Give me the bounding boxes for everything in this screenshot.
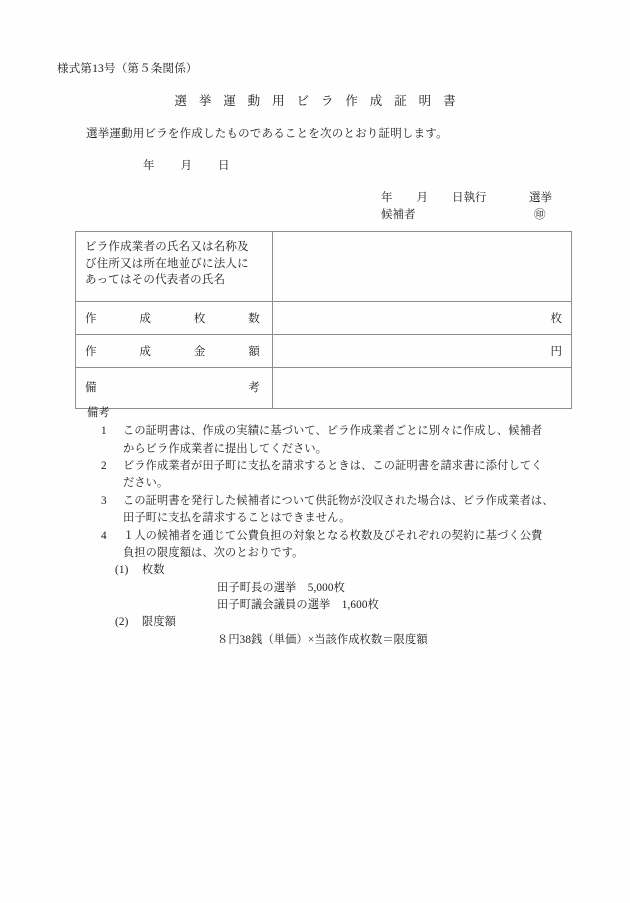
note-line: ビラ作成業者が田子町に支払を請求するときは、この証明書を請求書に添付してく — [123, 460, 543, 473]
note-line: １人の候補者を通じて公費負担の対象となる枚数及びそれぞれの契約に基づく公費 — [123, 529, 543, 542]
note-number: 2 — [101, 460, 107, 473]
count-label-char-4: 数 — [248, 313, 260, 325]
subitem-number: (1) — [115, 564, 129, 577]
producer-label-line-2: び住所又は所在地並びに法人に — [85, 257, 249, 270]
election-day-exec-label: 日執行 — [452, 192, 487, 204]
subitem-title: 限度額 — [142, 616, 177, 629]
count-label-char-1: 作 — [85, 313, 97, 325]
cell-value-count[interactable] — [273, 302, 572, 335]
election-month-label: 月 — [416, 192, 428, 204]
candidate-label: 候補者 — [381, 209, 416, 221]
election-date-row — [381, 189, 581, 206]
count-label-char-3: 枚 — [193, 313, 206, 325]
subitem-line: 田子町長の選挙 5,000枚 — [217, 581, 345, 594]
cell-label-producer-name — [76, 232, 273, 302]
note-item — [87, 528, 587, 563]
table-row — [76, 232, 572, 302]
note-line: からビラ作成業者に提出してください。 — [123, 442, 328, 455]
note-number: 3 — [101, 494, 107, 507]
note-item — [87, 493, 587, 528]
remarks-label-char-2: 考 — [248, 382, 260, 394]
note-line: この証明書は、作成の実績に基づいて、ビラ作成業者ごとに別々に作成し、候補者 — [123, 425, 543, 438]
cell-label-count — [76, 302, 273, 335]
lead-sentence: 選挙運動用ビラを作成したものであることを次のとおり証明します。 — [86, 128, 448, 140]
subitem-line: 田子町議会議員の選挙 1,600枚 — [217, 598, 379, 611]
date-year-label: 年 — [143, 160, 155, 172]
amount-label-char-2: 成 — [139, 346, 152, 358]
note-number: 1 — [101, 425, 107, 438]
seal-icon: ㊞ — [534, 209, 546, 221]
election-year-label: 年 — [381, 192, 393, 204]
count-unit: 枚 — [550, 313, 562, 325]
count-label-char-2: 成 — [139, 313, 152, 325]
table-row — [76, 302, 572, 335]
note-line: 田子町に支払を請求することはできません。 — [123, 512, 351, 525]
amount-label-char-3: 金 — [193, 346, 206, 358]
subitem-line: ８円38銭（単価）×当該作成枚数＝限度額 — [217, 633, 428, 646]
cell-label-amount — [76, 335, 273, 368]
amount-label-char-4: 額 — [248, 346, 260, 358]
producer-label-line-3: あってはその代表者の氏名 — [85, 274, 226, 287]
table-row — [76, 368, 572, 409]
note-subitem — [87, 614, 587, 649]
note-subitem — [87, 562, 587, 614]
remarks-label-char-1: 備 — [85, 382, 97, 394]
amount-label-char-1: 作 — [85, 346, 97, 358]
producer-label-line-1: ビラ作成業者の氏名又は名称及 — [85, 241, 249, 253]
candidate-row — [381, 206, 581, 223]
date-line — [143, 157, 230, 173]
form-number: 様式第13号（第５条関係） — [57, 63, 198, 75]
note-item — [87, 458, 587, 493]
notes-heading: 備考 — [87, 407, 110, 419]
amount-unit: 円 — [550, 346, 562, 358]
cell-value-producer-name[interactable] — [273, 232, 572, 302]
election-word-label: 選挙 — [529, 192, 552, 204]
note-line: ださい。 — [123, 477, 169, 490]
cell-value-remarks[interactable] — [273, 368, 572, 409]
notes-section — [87, 405, 587, 649]
certificate-table — [75, 231, 572, 409]
note-number: 4 — [101, 529, 107, 542]
subitem-title: 枚数 — [142, 564, 165, 577]
date-month-label: 月 — [180, 160, 192, 172]
page-title: 選 挙 運 動 用 ビ ラ 作 成 証 明 書 — [174, 94, 460, 108]
note-item — [87, 423, 587, 458]
signature-block — [381, 189, 581, 223]
cell-label-remarks — [76, 368, 273, 409]
note-line: 負担の限度額は、次のとおりです。 — [123, 546, 304, 559]
table-row — [76, 335, 572, 368]
cell-value-amount[interactable] — [273, 335, 572, 368]
note-line: この証明書を発行した候補者について供託物が没収された場合は、ビラ作成業者は、 — [123, 494, 554, 507]
subitem-number: (2) — [115, 616, 129, 629]
date-day-label: 日 — [218, 160, 230, 172]
